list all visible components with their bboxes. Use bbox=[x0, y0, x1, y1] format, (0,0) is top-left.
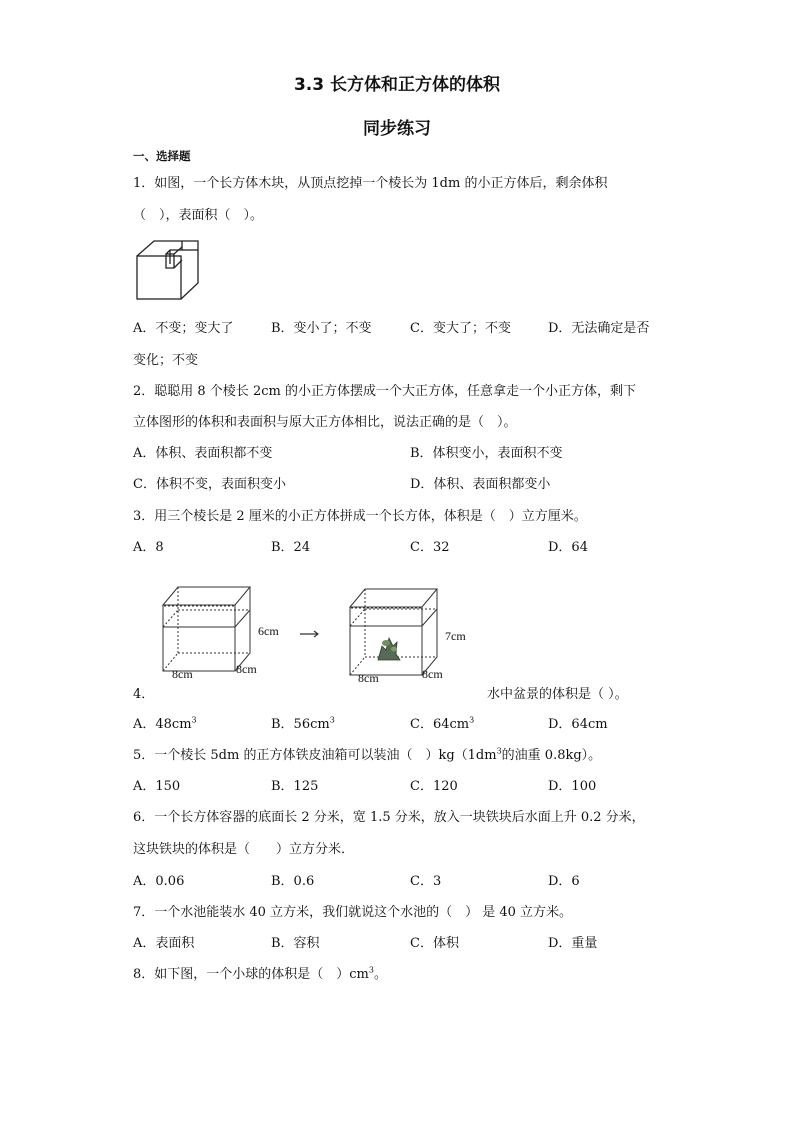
q2-line2: 立体图形的体积和表面积与原大正方体相比，说法正确的是（ ）。 bbox=[133, 415, 517, 430]
q6-option-b: B．0.6 bbox=[271, 874, 315, 889]
q1-option-a: A．不变；变大了 bbox=[133, 321, 234, 336]
q4-option-b: B．$56cm^3$ bbox=[271, 715, 335, 732]
q1-option-c: C．变大了；不变 bbox=[410, 321, 511, 336]
q1-option-b: B．变小了；不变 bbox=[271, 321, 372, 336]
q4-right-base-label-2: 8cm bbox=[422, 667, 443, 681]
q6-option-c: C．3 bbox=[410, 874, 442, 889]
q3-option-b: B．24 bbox=[271, 540, 311, 555]
q2-option-c: C．体积不变，表面积变小 bbox=[133, 477, 286, 492]
q4-option-d: D．64cm bbox=[548, 717, 608, 732]
q1-line1: 1．如图，一个长方体木块，从顶点挖掉一个棱长为 1dm 的小正方体后，剩余体积 bbox=[133, 176, 608, 191]
q4-right-height-label: 7cm bbox=[445, 629, 466, 643]
q7-option-b: B．容积 bbox=[271, 936, 320, 951]
q2-option-d: D．体积、表面积都变小 bbox=[410, 477, 551, 492]
q4-option-c: C．$64cm^3$ bbox=[410, 715, 475, 732]
section-heading: 一、选择题 bbox=[133, 149, 191, 163]
q7-option-c: C．体积 bbox=[410, 936, 459, 951]
q4-figure-containers bbox=[150, 580, 480, 685]
q1-line2: （ ），表面积（ ）。 bbox=[133, 208, 264, 223]
q2-option-b: B．体积变小，表面积不变 bbox=[410, 446, 563, 461]
q6-line1: 6．一个长方体容器的底面长 2 分米，宽 1.5 分米，放入一块铁块后水面上升 0.2 分米， bbox=[133, 810, 645, 825]
q4-text: 水中盆景的体积是（ ）。 bbox=[487, 687, 628, 702]
q1-figure-cuboid-notch bbox=[134, 238, 214, 304]
q6-line2: 这块铁块的体积是（ ）立方分米． bbox=[133, 842, 355, 857]
q4-right-base-label-1: 8cm bbox=[358, 671, 379, 685]
q5-option-c: C．120 bbox=[410, 779, 458, 794]
q3-option-c: C．32 bbox=[410, 540, 450, 555]
q7-option-d: D．重量 bbox=[548, 936, 598, 951]
q5-option-b: B．125 bbox=[271, 779, 319, 794]
q3-option-d: D．64 bbox=[548, 540, 588, 555]
page-title: 3.3 长方体和正方体的体积 bbox=[293, 75, 501, 95]
q5-option-a: A．150 bbox=[133, 779, 181, 794]
q3-option-a: A．8 bbox=[133, 540, 164, 555]
q4-left-height-label: 6cm bbox=[258, 624, 279, 638]
q4-number: 4． bbox=[133, 687, 155, 702]
q5-option-d: D．100 bbox=[548, 779, 597, 794]
page-subtitle: 同步练习 bbox=[363, 119, 431, 139]
q4-option-a: A．$48cm^3$ bbox=[133, 715, 197, 732]
q5-line1: 5．一个棱长 5dm 的正方体铁皮油箱可以装油（ ）$kg(1dm^3$的油重 0.8kg）。 bbox=[133, 746, 602, 763]
q6-option-a: A．0.06 bbox=[133, 874, 185, 889]
q7-option-a: A．表面积 bbox=[133, 936, 195, 951]
q3-line1: 3．用三个棱长是 2 厘米的小正方体拼成一个长方体，体积是（ ）立方厘米。 bbox=[133, 509, 587, 524]
q2-line1: 2．聪聪用 8 个棱长 2cm 的小正方体摆成一个大正方体，任意拿走一个小正方体，剩下 bbox=[133, 384, 636, 399]
q7-line1: 7．一个水池能装水 40 立方米，我们就说这个水池的（ ） 是 40 立方米。 bbox=[133, 905, 573, 920]
q4-left-base-label-1: 8cm bbox=[172, 667, 193, 681]
rock-plant-icon bbox=[378, 638, 400, 660]
q1-option-d: D．无法确定是否 bbox=[548, 321, 650, 336]
q2-option-a: A．体积、表面积都不变 bbox=[133, 446, 273, 461]
q6-option-d: D．6 bbox=[548, 874, 580, 889]
q4-left-base-label-2: 8cm bbox=[236, 662, 257, 676]
q8-line1: 8．如下图，一个小球的体积是（ ）$cm^3$。 bbox=[133, 965, 387, 982]
q1-option-d-cont: 变化；不变 bbox=[133, 353, 199, 368]
